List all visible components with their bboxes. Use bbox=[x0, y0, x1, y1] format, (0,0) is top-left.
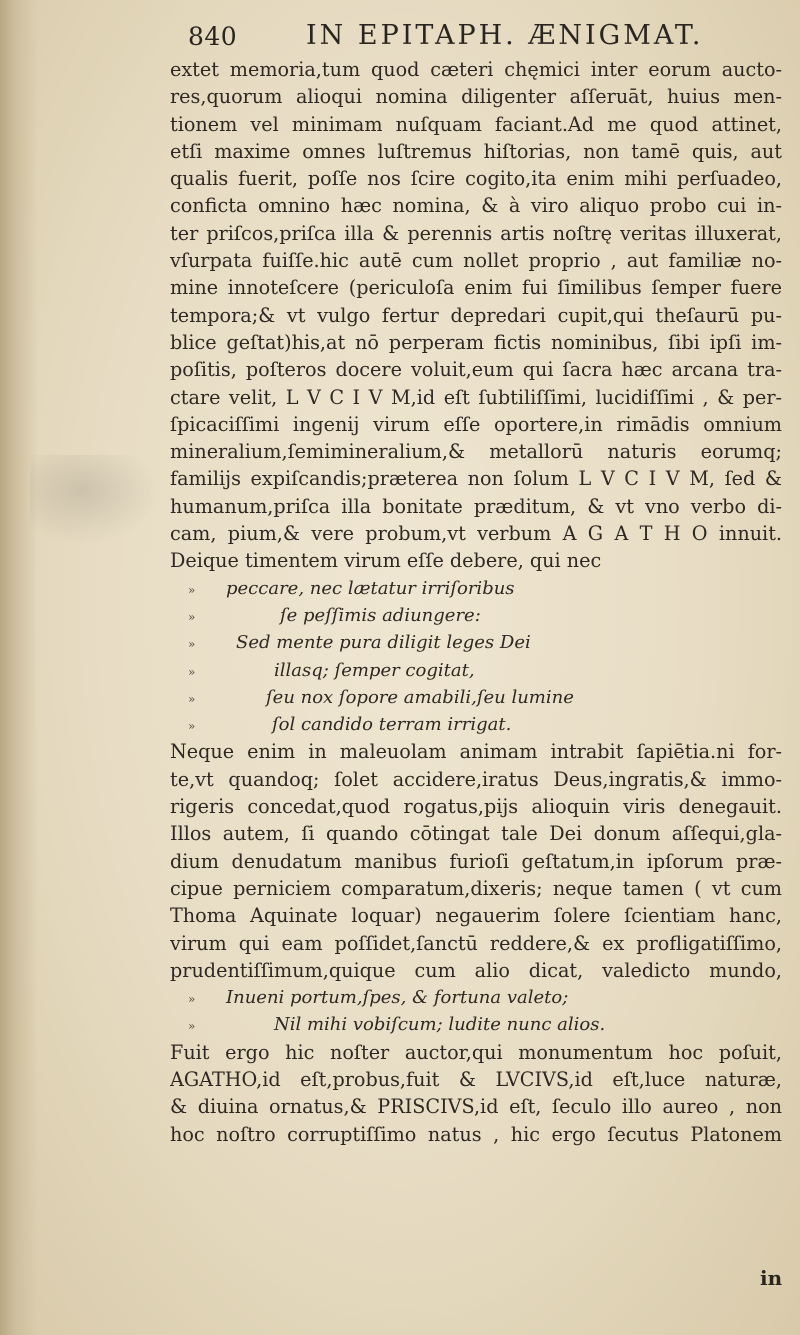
text-line: tempora;& vt vulgo fertur depredari cupit,qui theſaurū pu- bbox=[170, 303, 782, 327]
verse-line bbox=[170, 1011, 782, 1038]
text-line: extet memoria,tum quod cæteri chęmici inter eorum aucto- bbox=[170, 58, 782, 81]
text-line: tionem vel minimam nuſquam faciant.Ad me quod attinet, bbox=[170, 112, 782, 136]
quote-mark: » bbox=[188, 1019, 196, 1034]
text-line: blice geſtat)his,at nō perperam fictis nominibus, ſibi ipſi im- bbox=[170, 330, 782, 354]
verse-line bbox=[170, 602, 782, 629]
verse-line bbox=[170, 575, 782, 602]
quote-mark: » bbox=[188, 719, 196, 734]
text-line: etſi maxime omnes luſtremus hiſtorias, non tamē quis, aut bbox=[170, 139, 782, 163]
quote-mark: » bbox=[188, 582, 196, 597]
text-line: dium denudatum manibus furioſi geſtatum,in ipſorum præ- bbox=[170, 849, 782, 873]
text-line: humanum,priſca illa bonitate præditum, & vt vno verbo di- bbox=[170, 494, 782, 518]
verse-text: peccare, nec lætatur irriſoribus bbox=[226, 577, 515, 599]
text-block bbox=[170, 56, 782, 1148]
text-line: Deique timentem virum eſſe debere, qui nec bbox=[170, 549, 602, 573]
text-line: ctare velit, L V C I V M,id eſt ſubtiliſſimi, lucidiſſimi , & per- bbox=[170, 385, 782, 409]
verse-text: ſeu nox ſopore amabili,ſeu lumine bbox=[266, 686, 574, 708]
verse-line bbox=[170, 629, 782, 656]
verse-text: illasq; ſemper cogitat, bbox=[274, 659, 475, 681]
verse-text: Inueni portum,ſpes, & fortuna valeto; bbox=[226, 987, 569, 1009]
text-line: mineralium,ſemimineralium,& metallorū naturis eorumq; bbox=[170, 440, 782, 464]
catchword: in bbox=[760, 1266, 783, 1290]
text-line: mine innoteſcere (periculoſa enim fui ſimilibus ſemper fuere bbox=[170, 276, 782, 300]
text-line: Thoma Aquinate loquar) negauerim ſolere ſcientiam hanc, bbox=[170, 904, 782, 928]
page-number: 840 bbox=[188, 22, 238, 51]
text-line: cam, pium,& vere probum,vt verbum A G A T H O innuit. bbox=[170, 522, 782, 546]
page-gutter bbox=[0, 0, 38, 1335]
verse-line bbox=[170, 657, 782, 684]
text-line: ter priſcos,priſca illa & perennis artis noſtrę veritas illuxerat, bbox=[170, 221, 782, 245]
text-line: virum qui eam poſſidet,ſanctū reddere,& ex profligatiſſimo, bbox=[170, 931, 782, 955]
text-line: poſitis, poſteros docere voluit,eum qui ſacra hæc arcana tra- bbox=[170, 358, 782, 382]
quote-mark: » bbox=[188, 992, 196, 1007]
verse-text: Nil mihi vobiſcum; ludite nunc alios. bbox=[274, 1014, 606, 1036]
verse-line bbox=[170, 984, 782, 1011]
text-line: Neque enim in maleuolam animam intrabit ſapiētia.ni for- bbox=[170, 740, 782, 764]
text-line: te,vt quandoq; ſolet accidere,iratus Deus,ingratis,& immo- bbox=[170, 767, 782, 791]
text-line: AGATHO,id eſt,probus,fuit & LVCIVS,id eſt,luce naturæ, bbox=[170, 1067, 782, 1091]
text-line: & diuina ornatus,& PRISCIVS,id eſt, ſeculo illo aureo , non bbox=[170, 1095, 782, 1119]
text-line: hoc noſtro corruptiſſimo natus , hic ergo ſecutus Platonem bbox=[170, 1122, 782, 1146]
quote-mark: » bbox=[188, 664, 196, 679]
text-line: qualis fuerit, poſſe nos ſcire cogito,ita enim mihi perſuadeo, bbox=[170, 167, 782, 191]
text-line: vſurpata fuiſſe.hic autē cum nollet proprio , aut familiæ no- bbox=[170, 249, 782, 273]
text-line: familijs expiſcandis;præterea non ſolum L V C I V M, ſed & bbox=[170, 467, 782, 491]
text-line: res,quorum alioqui nomina diligenter aſſeruāt, huius men- bbox=[170, 85, 782, 109]
text-line: Fuit ergo hic noſter auctor,qui monumentum hoc poſuit, bbox=[170, 1040, 782, 1064]
ink-smudge bbox=[30, 455, 160, 545]
text-line: Illos autem, ſi quando cōtingat tale Dei donum aſſequi,gla- bbox=[170, 822, 782, 846]
text-line: cipue perniciem comparatum,dixeris; neque tamen ( vt cum bbox=[170, 876, 782, 900]
quote-mark: » bbox=[188, 691, 196, 706]
text-line: rigeris concedat,quod rogatus,pijs alioquin viris denegauit. bbox=[170, 795, 782, 819]
verse-line bbox=[170, 684, 782, 711]
verse-text: ſol candido terram irrigat. bbox=[272, 714, 512, 736]
text-line: ſpicaciſſimi ingenij virum eſſe oportere,in rimādis omnium bbox=[170, 412, 782, 436]
verse-text: ſe peſſimis adiungere: bbox=[280, 604, 481, 626]
verse-line bbox=[170, 711, 782, 738]
running-head: IN EPITAPH. ÆNIGMAT. bbox=[306, 20, 704, 51]
verse-text: Sed mente pura diligit leges Dei bbox=[236, 632, 531, 654]
quote-mark: » bbox=[188, 609, 196, 624]
text-line: prudentiſſimum,quique cum alio dicat, valedicto mundo, bbox=[170, 958, 782, 982]
text-line: confictа omnino hæc nomina, & à viro aliquo probo cui in- bbox=[170, 194, 782, 218]
quote-mark: » bbox=[188, 637, 196, 652]
